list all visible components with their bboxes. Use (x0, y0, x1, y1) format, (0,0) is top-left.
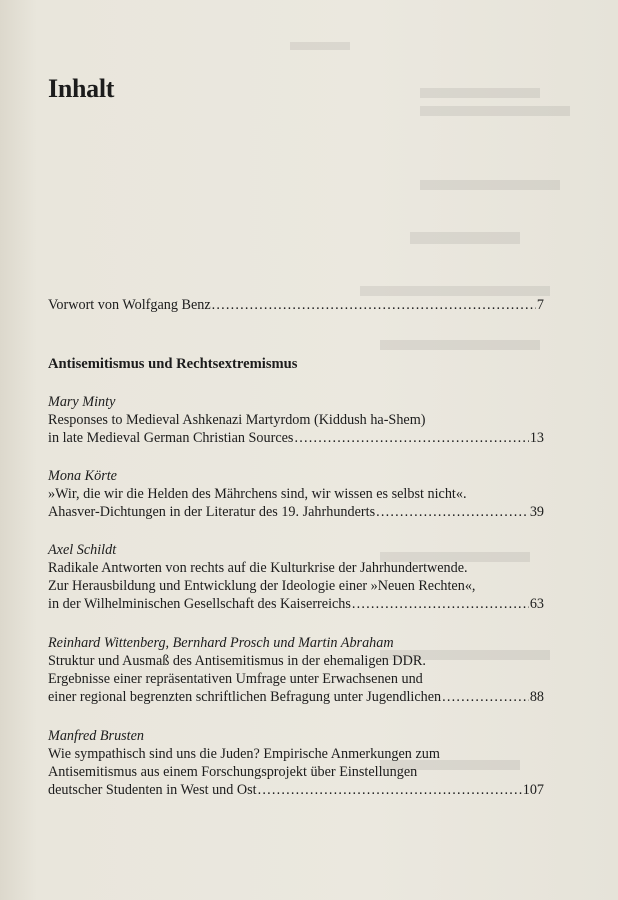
page-title: Inhalt (48, 74, 115, 103)
toc-title-line: Ahasver-Dichtungen in der Literatur des 19. Jahrhunderts (48, 504, 376, 520)
toc-entry-last-line (48, 429, 544, 447)
section-heading: Antisemitismus und Rechtsextremismus (48, 356, 298, 372)
toc-author: Reinhard Wittenberg, Bernhard Prosch und Martin Abraham (48, 635, 394, 651)
toc-title-line: Ergebnisse einer repräsentativen Umfrage unter Erwachsenen und (48, 671, 423, 687)
dot-leader (376, 503, 529, 521)
toc-title-line: »Wir, die wir die Helden des Mährchens sind, wir wissen es selbst nicht«. (48, 486, 467, 502)
toc-title-line: Struktur und Ausmaß des Antisemitismus in der ehemaligen DDR. (48, 653, 426, 669)
toc-title-line: in der Wilhelminischen Gesellschaft des Kaiserreichs (48, 596, 351, 612)
toc-entry-last-line (48, 688, 544, 706)
toc-entry-text: Vorwort von Wolfgang Benz (48, 297, 211, 313)
toc-author: Mona Körte (48, 468, 117, 484)
toc-title-line: einer regional begrenzten schriftlichen Befragung unter Jugendlichen (48, 689, 442, 705)
page-number: 39 (529, 504, 544, 520)
dot-leader (294, 429, 528, 447)
dot-leader (258, 781, 522, 799)
toc-title-line: in late Medieval German Christian Sources (48, 430, 294, 446)
toc-entry-last-line (48, 781, 544, 799)
toc-title-line: Responses to Medieval Ashkenazi Martyrdom (Kiddush ha-Shem) (48, 412, 426, 428)
toc-author: Mary Minty (48, 394, 116, 410)
toc-author: Manfred Brusten (48, 728, 145, 744)
page-number: 7 (536, 297, 544, 313)
toc-title-line: Zur Herausbildung und Entwicklung der Ideologie einer »Neuen Rechten«, (48, 578, 476, 594)
page-number: 63 (529, 596, 544, 612)
dot-leader (352, 595, 529, 613)
toc-entry-foreword (48, 296, 544, 314)
toc-title-line: deutscher Studenten in West und Ost (48, 782, 257, 798)
toc-author: Axel Schildt (48, 542, 117, 558)
toc-title-line: Radikale Antworten von rechts auf die Kulturkrise der Jahrhundertwende. (48, 560, 468, 576)
toc-entry-last-line (48, 595, 544, 613)
page-number: 13 (529, 430, 544, 446)
dot-leader (442, 688, 529, 706)
toc-title-line: Wie sympathisch sind uns die Juden? Empirische Anmerkungen zum (48, 746, 440, 762)
toc-entry-last-line (48, 503, 544, 521)
toc-title-line: Antisemitismus aus einem Forschungsprojekt über Einstellungen (48, 764, 418, 780)
page-number: 107 (522, 782, 544, 798)
dot-leader (212, 296, 536, 314)
page-number: 88 (529, 689, 544, 705)
